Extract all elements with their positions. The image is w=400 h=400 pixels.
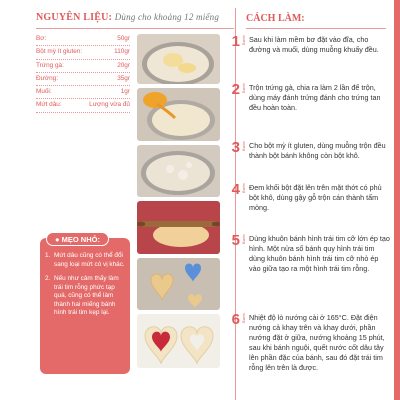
tips-bullet-icon: ●: [55, 235, 60, 244]
step-text: Trộn trứng gà, chia ra làm 2 lần để trộn, dùng máy đánh trứng đánh cho trứng tan đều hoàn toàn.: [249, 83, 381, 112]
step-text: Cho bột mỳ ít gluten, dùng muỗng trộn đều thành bột bánh không còn bột khô.: [249, 141, 386, 160]
ingredient-row: [36, 46, 130, 59]
ingredient-row: [36, 60, 130, 73]
tip-item: [45, 275, 125, 318]
ingredient-name: Mứt dâu:: [36, 101, 62, 109]
ingredient-name: Đường:: [36, 74, 58, 82]
photo-rolling-dough: [137, 201, 220, 254]
column-divider: [235, 8, 236, 400]
ingredient-amount: 50gr: [117, 35, 130, 42]
tip-number: 2.: [45, 275, 51, 282]
step-label: Bước: [241, 141, 246, 151]
ingredient-name: Trứng gà:: [36, 61, 64, 69]
step-text: Đem khối bột đặt lên trên mặt thớt có phủ bột khô, dùng gậy gỗ trộn cán thành tấm mỏng.: [249, 183, 382, 212]
tips-header: [46, 232, 109, 246]
ingredient-row: [36, 33, 130, 46]
step-label: Bước: [241, 35, 246, 45]
step-number: 1: [231, 33, 240, 50]
photo-heart-cutter: [137, 258, 220, 310]
tips-title: MẸO NHỎ:: [61, 235, 100, 244]
ingredient-amount: 1gr: [120, 88, 130, 96]
step-number: 3: [231, 139, 240, 156]
method-rule: [246, 28, 386, 29]
step-label: Bước: [241, 83, 246, 93]
ingredients-subtitle: Dùng cho khoảng 12 miếng: [114, 12, 220, 22]
step-number: 5: [231, 232, 240, 249]
ingredient-row: [36, 73, 130, 86]
ingredients-title: NGUYÊN LIỆU:: [36, 12, 113, 23]
tip-text: Nếu như cảm thấy làm trái tim rỗng phức tạp quá, cũng có thể làm thành hai miếng bánh hình trái tim kẹp lại.: [54, 275, 119, 316]
step-label: Bước: [241, 183, 246, 193]
ingredient-name: Bơ:: [36, 35, 47, 42]
step-number: 4: [231, 181, 240, 198]
tip-item: [45, 252, 125, 269]
step-text: Dùng khuôn bánh hình trái tim cỡ lớn ép tạo hình. Một nửa số bánh quy hình trái tim dùng khuôn bánh hình trái tim cỡ nhỏ ép vào giữa tạo ra một hình trái tim rỗng.: [249, 234, 390, 273]
tip-text: Mứt dâu cũng có thể đổi sang loại mứt có vị khác.: [54, 252, 125, 268]
ingredient-name: Muối:: [36, 88, 52, 96]
step-label: Bước: [241, 313, 246, 323]
ingredient-amount: 20gr: [117, 61, 130, 69]
ingredient-amount: 35gr: [117, 74, 130, 82]
ingredient-name: Bột mỳ ít gluten:: [36, 48, 83, 56]
method-title: CÁCH LÀM:: [246, 13, 305, 24]
ingredients-rule: [36, 28, 234, 29]
tip-number: 1.: [45, 252, 51, 259]
ingredient-amount: Lượng vừa đủ: [89, 101, 130, 109]
photo-dough-bowl: [137, 145, 220, 197]
step-label: Bước: [241, 234, 246, 244]
step-number: 2: [231, 81, 240, 98]
ingredient-amount: 110gr: [114, 48, 130, 56]
page-edge-band: [394, 0, 400, 400]
photo-finished-cookies: [137, 314, 220, 368]
photo-butter-sugar: [137, 34, 220, 84]
step-number: 6: [231, 311, 240, 328]
ingredient-row: [36, 86, 130, 99]
photo-egg-mixing: [137, 88, 220, 141]
ingredients-table: [36, 33, 130, 113]
step-text: Sau khi làm mềm bơ đặt vào đĩa, cho đường và muối, dùng muỗng khuấy đều.: [249, 35, 379, 54]
step-text: Nhiệt độ lò nướng cài ở 165°C. Đặt điện nướng cả khay trên và khay dưới, phần nướng đặt ở giữa, nướng khoảng 15 phút, sau khi bánh nguội, quết nước cốt dâu tây lên phần đặc của bánh, sau đó đặt trái tim rỗng lên trên là được.: [249, 313, 385, 372]
tips-box: [40, 235, 130, 374]
ingredients-header: [36, 12, 219, 23]
ingredient-row: [36, 99, 130, 112]
